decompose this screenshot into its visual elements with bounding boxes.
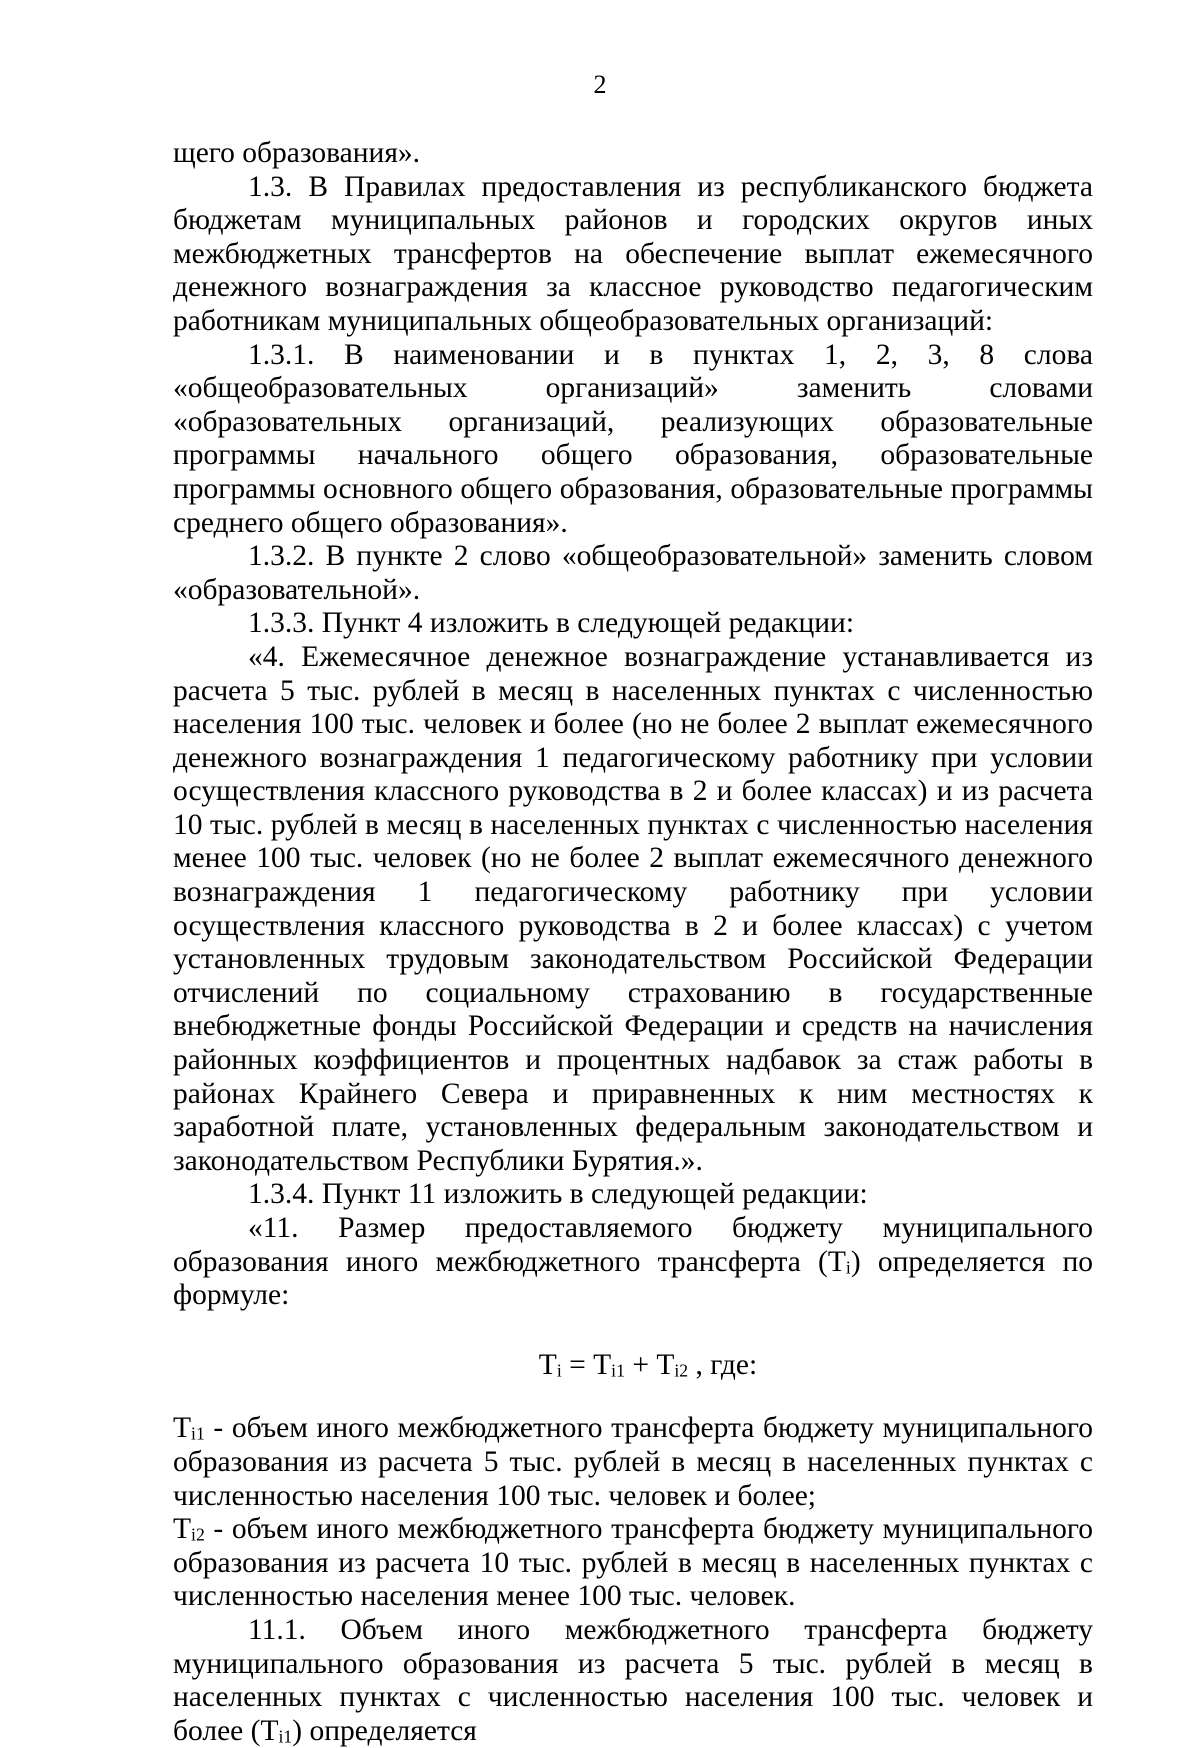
paragraph-1-3-3: 1.3.3. Пункт 4 изложить в следующей редакции:	[248, 607, 855, 640]
paragraph-point-4: «4. Ежемесячное денежное вознаграждение устанавливается из расчета 5 тыс. рублей в месяц в населенных пунктах с численностью населения 100 тыс. человек и более (но не более 2 выплат ежемесячного денежного вознаграждения 1 педагогическому работнику при условии осуществления классного руководства в 2 и более классах) и из расчета 10 тыс. рублей в месяц в населенных пунктах с численностью населения менее 100 тыс. человек (но не более 2 выплат ежемесячного денежного вознаграждения 1 педагогическому работнику при условии осуществления классного руководства в 2 и более классах) с учетом установленных трудовым законодательством Российской Федерации отчислений по социальному страхованию в государственные внебюджетные фонды Российской Федерации и средств на начисления районных коэффициентов и процентных надбавок за стаж работы в районах Крайнего Севера и приравненных к ним местностях к заработной плате, установленных федеральным законодательством и законодательством Республики Бурятия.».	[173, 640, 1093, 1177]
paragraph-1-3-4: 1.3.4. Пункт 11 изложить в следующей редакции:	[248, 1178, 868, 1211]
paragraph-continuation: щего образования».	[173, 137, 421, 169]
paragraph-1-3: 1.3. В Правилах предоставления из республиканского бюджета бюджетам муниципальных районов и городских округов иных межбюджетных трансфертов на обеспечение выплат ежемесячного денежного вознаграждения за классное руководство педагогическим работникам муниципальных общеобразовательных организаций:	[173, 170, 1093, 337]
paragraph-1-3-1: 1.3.1. В наименовании и в пунктах 1, 2, 3, 8 слова «общеобразовательных организаций» заменить словами «образовательных организаций, реализующих образовательные программы начального общего образования, образовательные программы основного общего образования, образовательные программы среднего общего образования».	[173, 338, 1093, 539]
document-body	[173, 137, 1093, 1748]
paragraph-1-3-2: 1.3.2. В пункте 2 слово «общеобразовательной» заменить словом «образовательной».	[173, 540, 1093, 606]
paragraph-point-11	[173, 1212, 1093, 1313]
definition-ti2: $Т_{i2}$ - объем иного межбюджетного трансферта бюджету муниципального образования из расчета 10 тыс. рублей в месяц в населенных пунктах с численностью населения менее 100 тыс. человек.	[173, 1513, 1093, 1613]
formula: $Т_i = Т_{i1} + Т_{i2}$ , где:	[538, 1348, 758, 1381]
point-11-text-end: ) определяется по формуле:	[173, 1245, 1093, 1312]
definition-ti1: $Т_{i1}$ - объем иного межбюджетного трансферта бюджету муниципального образования из расчета 5 тыс. рублей в месяц в населенных пунктах с численностью населения 100 тыс. человек и более;	[173, 1412, 1093, 1512]
point-11-text: «11. Размер предоставляемого бюджету муниципального образования иного межбюджетного трансферта (Т	[173, 1212, 1093, 1278]
subscript: i	[845, 1257, 851, 1278]
paragraph-11-1: 11.1. Объем иного межбюджетного трансферта бюджету муниципального образования из расчета 5 тыс. рублей в месяц в населенных пунктах с численностью населения 100 тыс. человек и более $(Т_{i1})$ определяется	[173, 1613, 1093, 1747]
page-number: 2	[593, 70, 607, 99]
